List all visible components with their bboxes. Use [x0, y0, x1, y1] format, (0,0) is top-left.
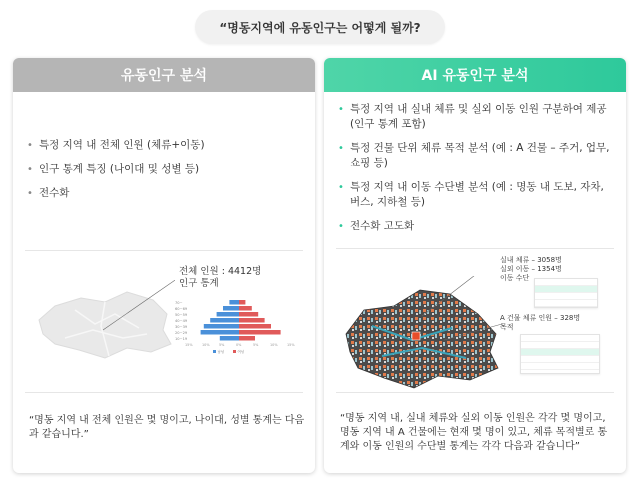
- indoor-count-label: 실내 체류 – 3058명: [500, 256, 562, 264]
- left-panel-header: [13, 58, 315, 92]
- legend-label: 남성: [217, 349, 225, 354]
- outdoor-count-label: 실외 이동 – 1354명: [500, 265, 562, 273]
- female-bar: [239, 330, 281, 335]
- female-bar: [239, 318, 265, 323]
- right-divider-top: [336, 248, 614, 249]
- left-panel-title: 유동인구 분석: [120, 68, 208, 84]
- left-divider-bottom: [25, 392, 303, 393]
- male-bar: [201, 330, 239, 335]
- x-tick-label: 10%: [202, 343, 210, 347]
- age-tick-label: 10~19: [175, 337, 188, 341]
- left-quote: “명동 지역 내 전체 인원은 몇 명이고, 나이대, 성별 통계는 다음과 같습니다.”: [29, 415, 305, 440]
- mini-row: [521, 356, 599, 363]
- male-bar: [223, 306, 239, 311]
- transport-label: 이동 수단: [500, 274, 530, 282]
- left-divider-top: [25, 250, 303, 251]
- female-bar: [239, 312, 258, 317]
- floating-population-panel: [13, 58, 315, 473]
- building-callout: [500, 314, 580, 332]
- left-bullet: • 전수화: [27, 186, 301, 201]
- mini-row: [521, 349, 599, 356]
- question-bubble: [195, 10, 445, 44]
- mini-row: [521, 363, 599, 370]
- building-3d-map: [342, 276, 502, 390]
- legend-label: 여성: [237, 349, 245, 354]
- right-panel-header: [324, 58, 626, 92]
- transport-mini-table: [534, 278, 598, 308]
- male-bar: [204, 324, 239, 329]
- female-bar: [239, 336, 255, 341]
- right-bullet: • 전수화 고도화: [338, 219, 612, 234]
- mini-row: [535, 293, 597, 300]
- mini-row: [535, 300, 597, 307]
- age-tick-label: 40~49: [175, 319, 188, 323]
- total-callout: [179, 266, 261, 290]
- left-bullet: • 인구 통계 특징 (나이대 및 성별 등): [27, 162, 301, 177]
- mini-row: [535, 286, 597, 293]
- male-bar: [229, 300, 239, 305]
- left-bullet: • 특정 지역 내 전체 인원 (체류+이동): [27, 138, 301, 153]
- age-tick-label: 60~69: [175, 307, 188, 311]
- right-bullet-list: [324, 102, 626, 234]
- purpose-label: 목적: [500, 323, 514, 331]
- mini-row: [521, 335, 599, 342]
- x-tick-label: 0%: [236, 343, 242, 347]
- x-tick-label: 15%: [185, 343, 193, 347]
- female-bar: [239, 306, 252, 311]
- purpose-mini-table: [520, 334, 600, 374]
- right-bullet: • 특정 지역 내 이동 수단별 분석 (예 : 명동 내 도보, 자차, 버스, 지하철 등): [338, 180, 612, 210]
- region-map: [35, 280, 175, 362]
- x-tick-label: 5%: [219, 343, 225, 347]
- legend-swatch: [213, 350, 216, 353]
- age-tick-label: 30~39: [175, 325, 188, 329]
- legend-swatch: [233, 350, 236, 353]
- right-bullet: • 특정 건물 단위 체류 목적 분석 (예 : A 건물 – 주거, 업무, 쇼핑 등): [338, 141, 612, 171]
- x-tick-label: 5%: [253, 343, 259, 347]
- male-bar: [220, 336, 239, 341]
- ai-floating-population-panel: [324, 58, 626, 473]
- female-bar: [239, 324, 271, 329]
- right-bullet: • 특정 지역 내 실내 체류 및 실외 이동 인원 구분하여 제공 (인구 통계 포함): [338, 102, 612, 132]
- male-bar: [210, 318, 239, 323]
- total-count-label: 전체 인원 : 4412명: [179, 266, 262, 277]
- question-text: “명동지역에 유동인구는 어떻게 될까?: [219, 20, 421, 35]
- female-bar: [239, 300, 245, 305]
- right-panel-title: AI 유동인구 분석: [421, 68, 529, 84]
- mini-row: [535, 279, 597, 286]
- male-bar: [217, 312, 239, 317]
- population-pyramid-chart: [173, 296, 303, 358]
- age-tick-label: 70~: [175, 301, 183, 305]
- age-tick-label: 20~29: [175, 331, 188, 335]
- x-tick-label: 10%: [270, 343, 278, 347]
- age-tick-label: 50~59: [175, 313, 188, 317]
- x-tick-label: 15%: [287, 343, 295, 347]
- mini-row: [521, 342, 599, 349]
- right-quote: “명동 지역 내, 실내 체류와 실외 이동 인원은 각각 몇 명이고, 명동 지역 내 A 건물에는 현재 몇 명이 있고, 체류 목적별로 통계와 이동 인원의 수단별 통계는 각각 다음과 같습니다”: [340, 413, 608, 452]
- demographics-label: 인구 통계: [179, 278, 219, 289]
- right-divider-bottom: [336, 392, 614, 393]
- building-count-label: A 건물 체류 인원 – 328명: [500, 314, 581, 322]
- left-bullet-list: [13, 138, 315, 201]
